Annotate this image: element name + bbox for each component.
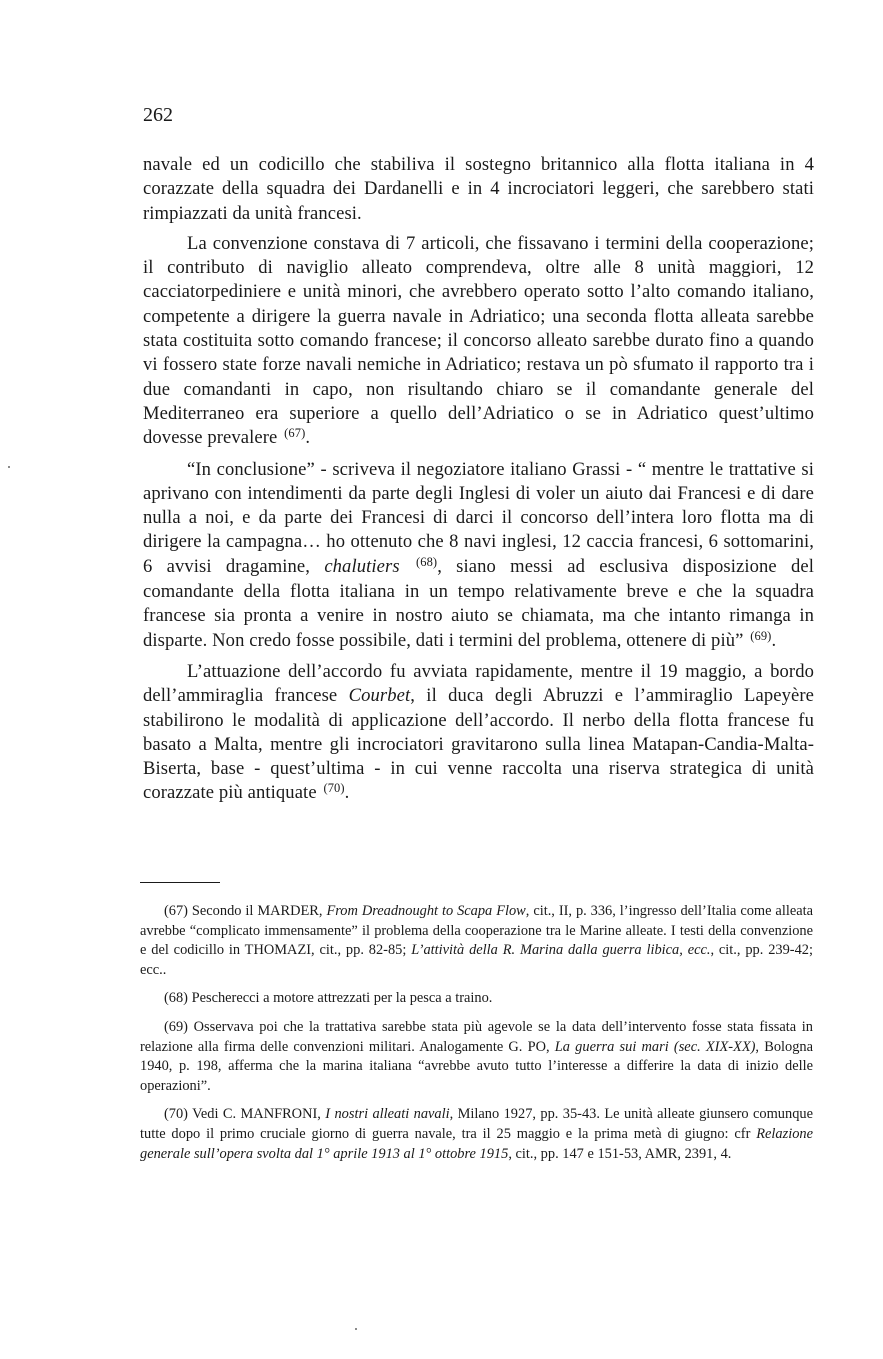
paragraph-4-text-a: L’attuazione dell’accordo fu avviata rapidamente, mentre il 19 maggio, a bordo dell’ammiraglia francese — [143, 660, 814, 707]
footnote-ref-70: (70) — [323, 781, 345, 796]
footnote-69-title: La guerra sui mari (sec. XIX-XX) — [554, 1038, 756, 1055]
scan-speck — [8, 466, 10, 468]
paragraph-1 — [143, 153, 814, 226]
footnote-67 — [140, 902, 813, 980]
paragraph-2-text: La convenzione constava di 7 articoli, che fissavano i termini della cooperazione; il contributo di naviglio alleato comprendeva, oltre alle 8 unità maggiori, 12 cacciatorpediniere e unità minori, che avrebbero operato sotto l’alto comando italiano, competente a dirigere la guerra navale in Adriatico; una seconda flotta alleata sarebbe stata costituita sotto comando francese; il concorso alleato sarebbe durato fino a quando vi fossero state forze navali nemiche in Adriatico; restava un pò sfumato il rapporto tra i due comandanti in capo, non risultando chiaro se il comandante generale del Mediterraneo era superiore a quello dell’Adriatico o se in Adriatico quest’ultimo dovesse prevalere — [143, 232, 814, 449]
footnote-ref-67: (67) — [284, 426, 306, 441]
paragraph-3-italic: chalutiers — [324, 555, 400, 577]
footnote-69 — [140, 1018, 813, 1096]
footnote-67-title-2: L’attività della R. Marina dalla guerra libica, ecc. — [411, 942, 711, 959]
footnote-68-text: (68) Pescherecci a motore attrezzati per la pesca a traino. — [164, 990, 493, 1007]
footnote-70-title: I nostri alleati navali — [325, 1106, 450, 1123]
paragraph-1-text: navale ed un codicillo che stabiliva il sostegno britannico alla flotta italiana in 4 corazzate della squadra dei Dardanelli e in 4 incrociatori leggeri, che sarebbero stati rimpiazzati da unità francesi. — [143, 154, 814, 224]
footnote-67-text-a: (67) Secondo il MARDER, — [164, 903, 323, 919]
footnote-70 — [140, 1105, 813, 1164]
footnote-70-text-c: , cit., pp. 147 e 151-53, AMR, 2391, 4. — [508, 1145, 732, 1162]
paragraph-4 — [143, 660, 814, 807]
paragraph-4-italic: Courbet — [348, 685, 411, 707]
footnote-ref-69: (69) — [750, 628, 772, 643]
paragraph-3 — [143, 458, 814, 654]
paragraph-2 — [143, 232, 814, 452]
paragraph-3-text-a: “In conclusione” - scriveva il negoziatore italiano Grassi - “ mentre le trattative si aprivano con intendimenti da parte degli Inglesi di voler un aiuto dai Francesi e di dare nulla a noi, e da parte dei Francesi di darci il concorso dell’intera loro flotta ma di dirigere la campagna… ho ottenuto che 8 navi inglesi, 12 caccia francesi, 6 sottomarini, 6 avvisi dragamine, — [143, 458, 814, 577]
footnote-70-text-a: (70) Vedi C. MANFRONI, — [164, 1106, 321, 1123]
paragraph-4-end: . — [344, 782, 350, 804]
footnote-67-title: From Dreadnought to Scapa Flow — [326, 903, 526, 919]
paragraph-3-text-b: , siano messi ad esclusiva disposizione del comandante della flotta italiana in un tempo relativamente breve e che la squadra francese sia pronta a venire in nostro aiuto se chiamata, ma che intanto rimanga in disparte. Non credo fosse possibile, dati i termini del problema, ottenere di più” — [143, 555, 815, 651]
footnote-ref-68: (68) — [415, 554, 438, 569]
footnote-69-text-b: , Bologna 1940, p. 198, afferma che la marina italiana “avrebbe avuto tutto l’interesse a differire la data di inizio delle operazioni”. — [140, 1038, 813, 1094]
footnotes — [140, 902, 813, 1173]
footnote-69-text-a: (69) Osservava poi che la trattativa sarebbe stata più agevole se la data dell’intervento fosse stata fissata in relazione alla firma delle convenzioni militari. Analogamente G. PO, — [140, 1018, 813, 1055]
scan-speck — [355, 1328, 357, 1330]
footnote-68 — [140, 989, 813, 1009]
footnote-separator — [140, 882, 220, 883]
footnote-70-text-b: , Milano 1927, pp. 35-43. Le unità alleate giunsero comunque tutte dopo il primo cruciale giorno di guerra navale, tra il 25 maggio e la prima metà di giugno: cfr — [140, 1106, 813, 1142]
body-text — [143, 153, 814, 813]
footnote-67-text-b: , cit., II, p. 336, l’ingresso dell’Italia come alleata avrebbe “complicato immensamente” il problema della cooperazione tra le Marine alleate. I testi della convenzione e del codicillo in THOMAZI, cit., pp. 82-85; — [140, 903, 813, 959]
paragraph-4-text-b: , il duca degli Abruzzi e l’ammiraglio Lapeyère stabilirono le modalità di applicazione dell’accordo. Il nerbo della flotta francese fu basato a Malta, mentre gli incrociatori gravitarono sulla linea Matapan-Candia-Malta-Biserta, base - quest’ultima - in cui venne raccolta una riserva strategica di unità corazzate più antiquate — [143, 685, 814, 804]
page-number: 262 — [143, 104, 173, 126]
paragraph-2-end: . — [305, 427, 311, 449]
paragraph-3-end: . — [771, 629, 777, 651]
footnote-70-title-2: Relazione generale sull’opera svolta dal 1° aprile 1913 al 1° ottobre 1915 — [140, 1125, 813, 1162]
footnote-67-text-c: , cit., pp. 239-42; ecc.. — [140, 942, 813, 978]
